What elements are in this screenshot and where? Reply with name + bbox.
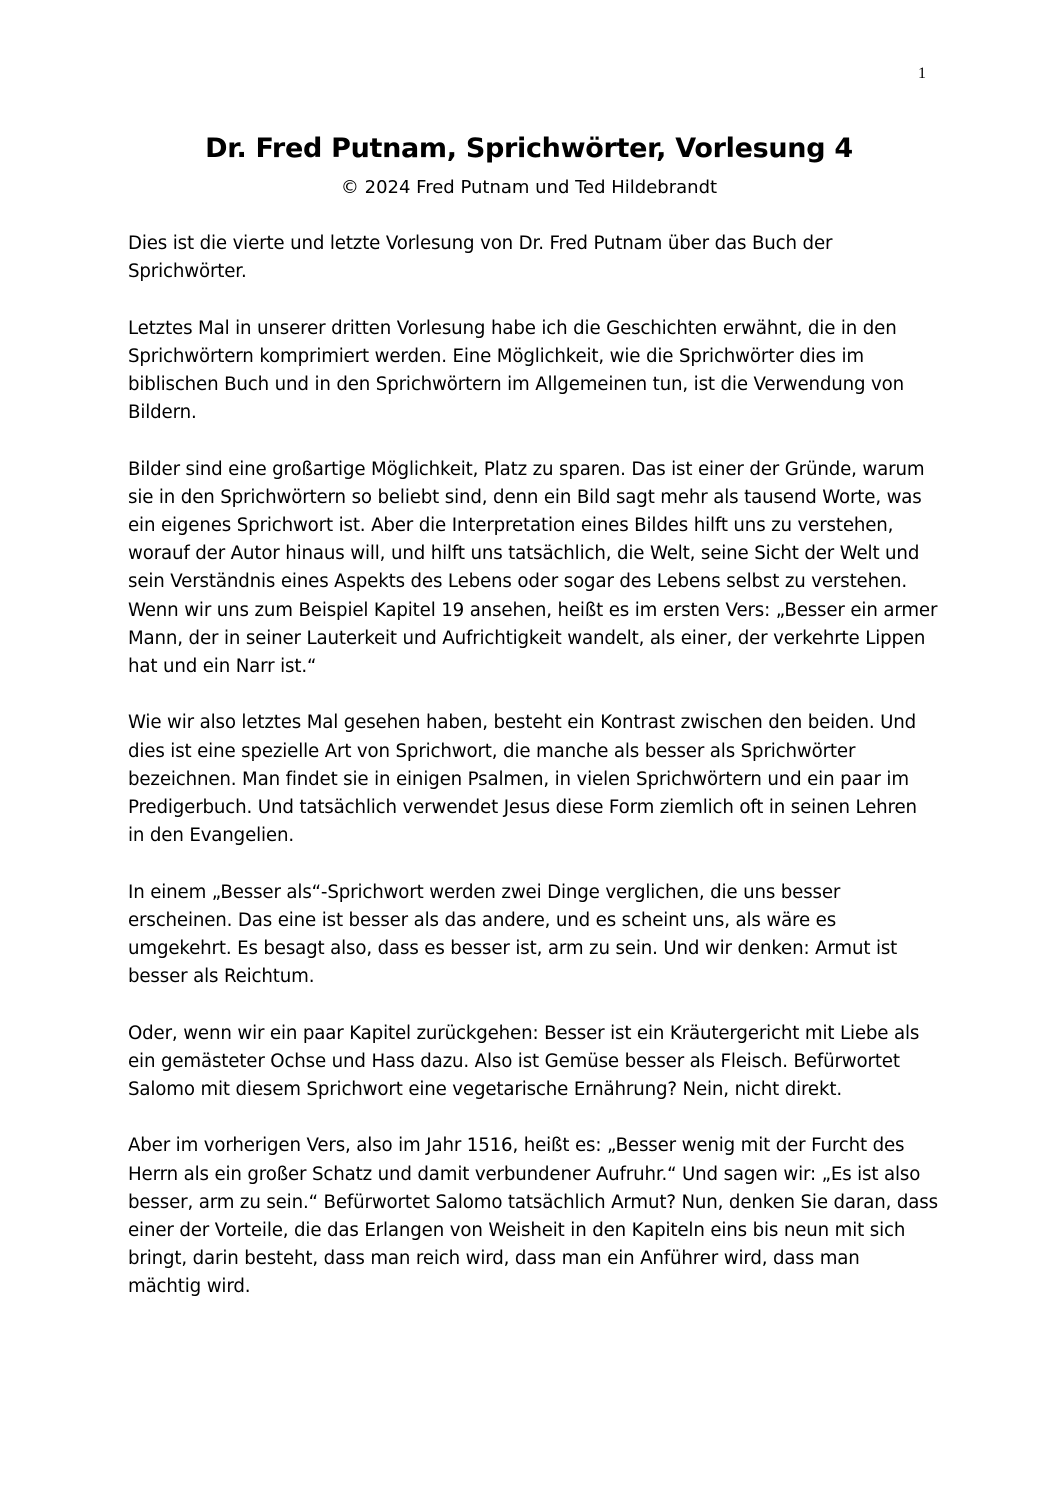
paragraph: Wie wir also letztes Mal gesehen haben, besteht ein Kontrast zwischen den beiden. Und dies ist eine spezielle Art von Sprichwort, die manche als besser als Sprichwörter bezeichnen. Man findet sie in einigen Psalmen, in vielen Sprichwörtern und ein paar im Predigerbuch. Und tatsächlich verwendet Jesus diese Form ziemlich oft in seinen Lehren in den Evangelien. [128,712,917,847]
paragraph: Oder, wenn wir ein paar Kapitel zurückgehen: Besser ist ein Kräutergericht mit Liebe als ein gemästeter Ochse und Hass dazu. Also ist Gemüse besser als Fleisch. Befürwortet Salomo mit diesem Sprichwort eine vegetarische Ernährung? Nein, nicht direkt. [128,1022,920,1101]
paragraph: Letztes Mal in unserer dritten Vorlesung habe ich die Geschichten erwähnt, die in den Sprichwörtern komprimiert werden. Eine Möglichkeit, wie die Sprichwörter dies im biblischen Buch und in den Sprichwörtern im Allgemeinen tun, ist die Verwendung von Bildern. [128,317,905,424]
document-body [128,230,938,1330]
page-title: Dr. Fred Putnam, Sprichwörter, Vorlesung 4 [205,133,853,164]
paragraph: In einem „Besser als“-Sprichwort werden zwei Dinge verglichen, die uns besser erscheinen. Das eine ist besser als das andere, und es scheint uns, als wäre es umgekehrt. Es besagt also, dass es besser ist, arm zu sein. Und wir denken: Armut ist besser als Reichtum. [128,881,898,988]
copyright-line: © 2024 Fred Putnam und Ted Hildebrandt [340,177,718,198]
paragraph: Aber im vorherigen Vers, also im Jahr 1516, heißt es: „Besser wenig mit der Furcht des Herrn als ein großer Schatz und damit verbundener Aufruhr.“ Und sagen wir: „Es ist also besser, arm zu sein.“ Befürwortet Salomo tatsächlich Armut? Nun, denken Sie daran, dass einer der Vorteile, die das Erlangen von Weisheit in den Kapiteln eins bis neun mit sich bringt, darin besteht, dass man reich wird, dass man ein Anführer wird, dass man mächtig wird. [128,1135,938,1298]
paragraph: Dies ist die vierte und letzte Vorlesung von Dr. Fred Putnam über das Buch der Sprichwörter. [128,233,833,283]
paragraph: Bilder sind eine großartige Möglichkeit, Platz zu sparen. Das ist einer der Gründe, warum sie in den Sprichwörtern so beliebt sind, denn ein Bild sagt mehr als tausend Worte, was ein eigenes Sprichwort ist. Aber die Interpretation eines Bildes hilft uns zu verstehen, worauf der Autor hinaus will, und hilft uns tatsächlich, die Welt, seine Sicht der Welt und sein Verständnis eines Aspekts des Lebens oder sogar des Lebens selbst zu verstehen. Wenn wir uns zum Beispiel Kapitel 19 ansehen, heißt es im ersten Vers: „Besser ein armer Mann, der in seiner Lauterkeit und Aufrichtigkeit wandelt, als einer, der verkehrte Lippen hat und ein Narr ist.“ [128,458,938,678]
page-number: 1 [918,65,926,82]
